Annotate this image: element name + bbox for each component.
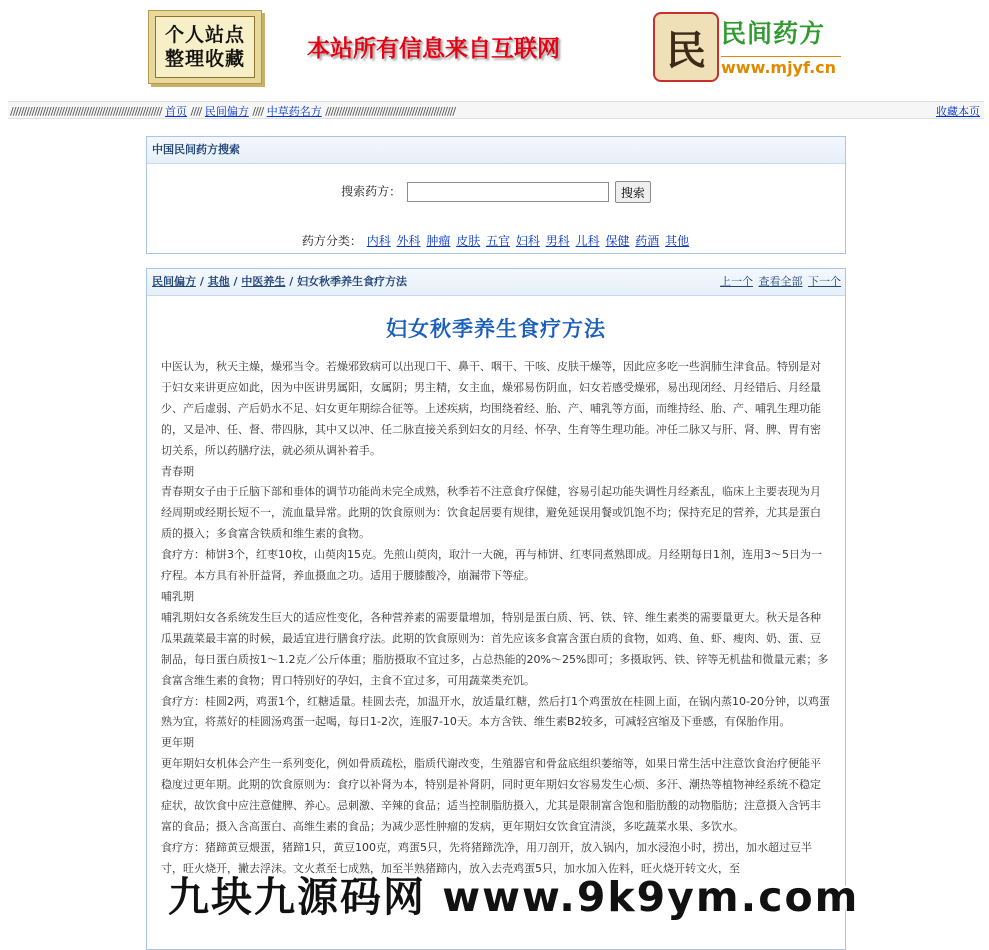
category-link-health[interactable]: 保健 [605, 234, 630, 248]
seal-character: 民 [666, 26, 706, 74]
breadcrumb-separator: / [196, 275, 208, 288]
category-link-skin[interactable]: 皮肤 [456, 234, 481, 248]
article-paragraph: 中医认为，秋天主燥，燥邪当令。若燥邪致病可以出现口干、鼻干、咽干、干咳、皮肤干燥等，因此应多吃一些润肺生津食品。特别是对于妇女来讲更应如此，因为中医讲男属阳，女属阴；男主精，女主血，燥邪易伤阴血，妇女若感受燥邪，易出现闭经、月经错后、月经量少、产后虚弱、产后奶水不足、妇女更年期综合征等。上述疾病，均围绕着经、胎、产、哺乳等方面，而维持经、胎、产、哺乳生理功能的，又是冲、任、督、带四脉，其中又以冲、任二脉直接关系到妇女的月经、怀孕、生育等生理功能。冲任二脉又与肝、肾、脾、胃有密切关系，所以药膳疗法，就必须从调补着手。 [161, 360, 821, 457]
logo-left-line2: 整理收藏 [164, 48, 245, 70]
breadcrumb-separator: / [285, 275, 298, 288]
category-link-medicinal-wine[interactable]: 药酒 [635, 234, 660, 248]
category-link-ent[interactable]: 五官 [486, 234, 511, 248]
article-subheading: 哺乳期 [161, 589, 194, 603]
article-subheading: 更年期 [161, 736, 194, 750]
breadcrumb-other[interactable]: 其他 [207, 275, 230, 288]
category-label: 药方分类： [301, 234, 362, 248]
navbar-separator: //// [252, 105, 264, 118]
article-paragraph: 哺乳期妇女各系统发生巨大的适应性变化，各种营养素的需要量增加，特别是蛋白质、钙、铁、锌、维生素类的需要量更大。秋天是各种瓜果蔬菜最丰富的时候，最适宜进行膳食疗法。此期的饮食原则为：首先应该多食富含蛋白质的食物，如鸡、鱼、虾、瘦肉、奶、蛋、豆制品，每日蛋白质按1～1.2克／公斤体重；脂肪摄取不宜过多，占总热能的20%～25%即可；多摄取钙、铁、锌等无机盐和微量元素；多食富含维生素的食物；胃口特别好的孕妇，主食不宜过多，可用蔬菜类充饥。 [161, 610, 829, 687]
nav-link-folk-remedies[interactable]: 民间偏方 [204, 105, 249, 118]
navbar-trailing-decoration: //////////////////////////////////////////////// [325, 105, 456, 118]
article-body [147, 357, 845, 880]
article-paragraph: 食疗方：柿饼3个，红枣10枚，山萸肉15克。先煎山萸肉，取汁一大碗，再与柿饼、红枣同煮熟即成。月经期每日1剂，连用3～5日为一疗程。本方具有补肝益肾，养血摄血之功。适用于腰膝酸冷，崩漏带下等症。 [161, 548, 822, 583]
search-input[interactable] [407, 182, 609, 202]
breadcrumb [147, 269, 845, 296]
article-paragraph: 更年期妇女机体会产生一系列变化，例如骨质疏松，脂质代谢改变，生殖器官和骨盆底组织萎缩等，如果日常生活中注意饮食治疗便能平稳度过更年期。此期的饮食原则为：食疗以补肾为本，特别是补肾阴，同时更年期妇女容易发生心烦、多汗、潮热等植物神经系统不稳定症状，故饮食中应注意健脾、养心。忌刺激、辛辣的食品；适当控制脂肪摄入，尤其是限制富含饱和脂肪酸的动物脂肪；注意摄入含钙丰富的食品；摄入含高蛋白、高维生素的食品；为减少恶性肿瘤的发病，更年期妇女饮食宜清淡，多吃蔬菜水果、多饮水。 [161, 757, 821, 833]
search-panel-title: 中国民间药方搜索 [147, 137, 845, 164]
breadcrumb-tcm-health[interactable]: 中医养生 [241, 275, 286, 288]
top-navbar [8, 101, 984, 119]
category-link-pediatrics[interactable]: 儿科 [575, 234, 600, 248]
category-link-gynecology[interactable]: 妇科 [515, 234, 540, 248]
brand-divider [721, 56, 841, 57]
category-link-andrology[interactable]: 男科 [545, 234, 570, 248]
site-logo-right[interactable] [653, 12, 848, 82]
watermark: 九块九源码网 www.9k9ym.com [168, 873, 860, 921]
category-link-internal[interactable]: 内科 [366, 234, 391, 248]
breadcrumb-folk-remedies[interactable]: 民间偏方 [152, 275, 196, 288]
breadcrumb-current: 妇女秋季养生食疗方法 [297, 275, 408, 288]
view-all-link[interactable]: 查看全部 [758, 275, 803, 288]
category-link-surgery[interactable]: 外科 [396, 234, 421, 248]
nav-link-herbal-formulas[interactable]: 中草药名方 [266, 105, 322, 118]
article-paragraph: 食疗方：猪蹄黄豆煨蛋，猪蹄1只，黄豆100克，鸡蛋5只，先将猪蹄洗净，用刀剖开，放入锅内，加水浸泡小时，捞出，加水超过豆半寸，旺火烧开，撇去浮沫。文火煮至七成熟，加至半熟猪蹄内，放入去壳鸡蛋5只，加水加入佐料，旺火烧开转文火，至 [161, 840, 812, 875]
navbar-links [10, 103, 455, 119]
article-subheading: 青春期 [161, 464, 194, 478]
brand-name: 民间药方 [721, 19, 826, 48]
prev-link[interactable]: 上一个 [720, 275, 753, 288]
brand-url: www.mjyf.cn [721, 58, 837, 77]
search-row [147, 181, 845, 203]
navbar-separator: //// [190, 105, 202, 118]
article-panel [146, 268, 846, 950]
search-panel [146, 136, 846, 254]
logo-left-frame [155, 16, 255, 78]
article-paragraph: 食疗方：桂圆2两，鸡蛋1个，红糖适量。桂圆去壳，加温开水，放适量红糖，然后打1个鸡蛋放在桂圆上面，在锅内蒸10-20分钟，以鸡蛋熟为宜，将蒸好的桂圆汤鸡蛋一起喝，每日1-2次，连服7-10天。本方含铁、维生素B2较多，可减轻宫缩及下垂感，有保胎作用。 [161, 694, 830, 729]
article-title: 妇女秋季养生食疗方法 [386, 317, 606, 341]
navbar-decoration: //////////////////////////////////////////////////////// [10, 105, 162, 118]
navbar-right [936, 103, 980, 119]
category-link-other[interactable]: 其他 [665, 234, 690, 248]
article-pager [718, 269, 841, 295]
bookmark-link[interactable]: 收藏本页 [936, 105, 980, 118]
breadcrumb-separator: / [229, 275, 242, 288]
site-logo-left [148, 10, 262, 84]
next-link[interactable]: 下一个 [808, 275, 841, 288]
category-row [147, 232, 845, 249]
article-paragraph: 青春期女子由于丘脑下部和垂体的调节功能尚未完全成熟，秋季若不注意食疗保健，容易引起功能失调性月经紊乱，临床上主要表现为月经周期或经期长短不一，流血量异常。此期的饮食原则为：饮食起居要有规律，避免延误用餐或饥饱不均；保持充足的营养，尤其是蛋白质的摄入；多食富含铁质和维生素的食物。 [161, 485, 821, 541]
search-button[interactable]: 搜索 [615, 181, 651, 203]
category-link-tumor[interactable]: 肿瘤 [426, 234, 451, 248]
nav-link-home[interactable]: 首页 [165, 105, 188, 118]
search-label: 搜索药方： [341, 184, 402, 199]
seal-icon [653, 12, 719, 82]
logo-left-line1: 个人站点 [164, 24, 245, 46]
site-slogan: 本站所有信息来自互联网 [307, 36, 560, 62]
